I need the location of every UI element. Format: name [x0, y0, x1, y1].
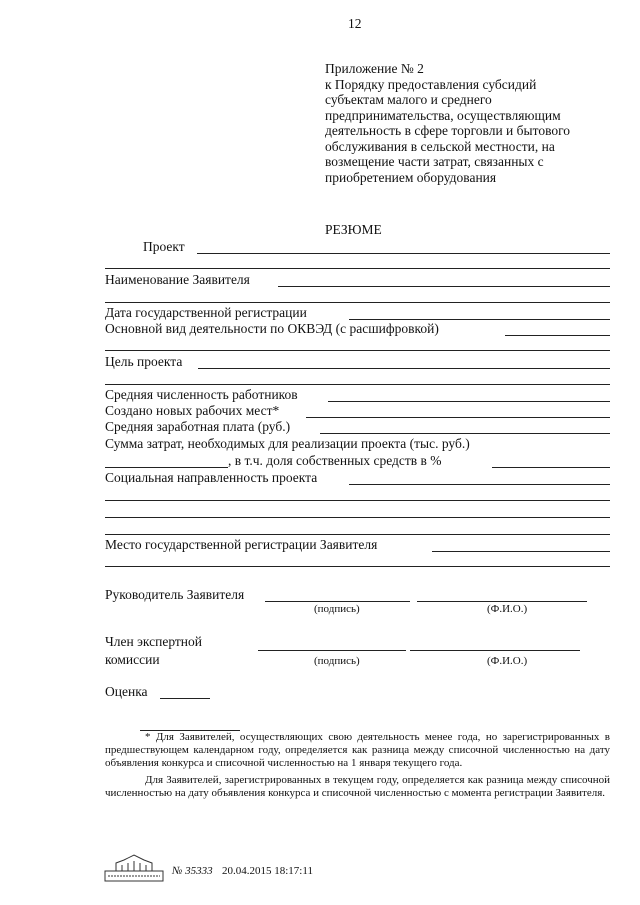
appendix-line: к Порядку предоставления субсидий	[325, 76, 537, 92]
signature-line	[258, 650, 406, 651]
field-line	[105, 566, 610, 567]
label-own-funds: , в т.ч. доля собственных средств в %	[228, 453, 442, 468]
label-costs: Сумма затрат, необходимых для реализации проекта (тыс. руб.)	[105, 436, 470, 451]
appendix-line: субъектам малого и среднего	[325, 92, 492, 107]
document-title: РЕЗЮМЕ	[325, 222, 382, 237]
label-registration-place: Место государственной регистрации Заявителя	[105, 537, 378, 552]
field-line	[105, 350, 610, 351]
field-line	[320, 433, 610, 434]
label-member-line1: Член экспертной	[105, 634, 202, 649]
appendix-line: приобретением оборудования	[325, 169, 497, 185]
field-line	[105, 268, 610, 269]
label-head: Руководитель Заявителя	[105, 587, 245, 602]
field-line	[492, 467, 610, 468]
caption-fio: (Ф.И.О.)	[487, 655, 528, 667]
label-registration-date: Дата государственной регистрации	[105, 305, 307, 320]
field-line	[432, 551, 610, 552]
field-line	[197, 253, 610, 254]
field-line	[349, 319, 610, 320]
footnote-paragraph: Для Заявителей, зарегистрированных в текущем году, определяется как разница между списочной численностью на дату объявления конкурса и списочной численностью с момента регистрации Заявителя.	[105, 773, 610, 799]
stamp-datetime: 20.04.2015 18:17:11	[222, 865, 313, 877]
caption-signature: (подпись)	[314, 603, 360, 615]
label-project: Проект	[143, 239, 185, 254]
field-line	[328, 401, 610, 402]
field-line	[278, 286, 610, 287]
appendix-line: Приложение № 2	[325, 61, 424, 76]
stamp-doc-number: № 35333	[172, 865, 213, 877]
field-line	[306, 417, 610, 418]
caption-signature: (подпись)	[314, 655, 360, 667]
name-line	[417, 601, 587, 602]
label-rating: Оценка	[105, 684, 148, 699]
footnote-paragraph: * Для Заявителей, осуществляющих свою деятельность менее года, но зарегистрированных в предшествующем календарном году, определяется как разница между списочной численностью на дату объявления конкурса и списочной численностью на 1 января текущего года.	[105, 731, 610, 770]
label-avg-staff: Средняя численность работников	[105, 387, 298, 402]
appendix-line: обслуживания в сельской местности, на	[325, 138, 555, 154]
appendix-line: предпринимательства, осуществляющим	[325, 107, 561, 123]
caption-fio: (Ф.И.О.)	[487, 603, 528, 615]
label-applicant-name: Наименование Заявителя	[105, 272, 250, 287]
field-line	[105, 467, 228, 468]
label-avg-salary: Средняя заработная плата (руб.)	[105, 419, 291, 434]
field-line	[105, 302, 610, 303]
label-goal: Цель проекта	[105, 354, 183, 369]
page-number: 12	[348, 16, 362, 31]
field-line	[105, 384, 610, 385]
field-line	[505, 335, 610, 336]
field-line	[349, 484, 610, 485]
field-line	[198, 368, 610, 369]
appendix-line: деятельность в сфере торговли и бытового	[325, 123, 571, 138]
registry-stamp-icon	[104, 853, 166, 883]
field-line	[105, 534, 610, 535]
footnote	[105, 731, 610, 800]
appendix-header	[325, 61, 570, 185]
label-okved: Основной вид деятельности по ОКВЭД (с расшифровкой)	[105, 321, 439, 336]
appendix-line: возмещение части затрат, связанных с	[325, 154, 544, 169]
signature-line	[265, 601, 410, 602]
label-social: Социальная направленность проекта	[105, 470, 318, 485]
field-line	[105, 517, 610, 518]
field-line	[105, 500, 610, 501]
label-member-line2: комиссии	[105, 652, 160, 667]
label-new-jobs: Создано новых рабочих мест*	[105, 403, 280, 418]
name-line	[410, 650, 580, 651]
field-line	[160, 698, 210, 699]
